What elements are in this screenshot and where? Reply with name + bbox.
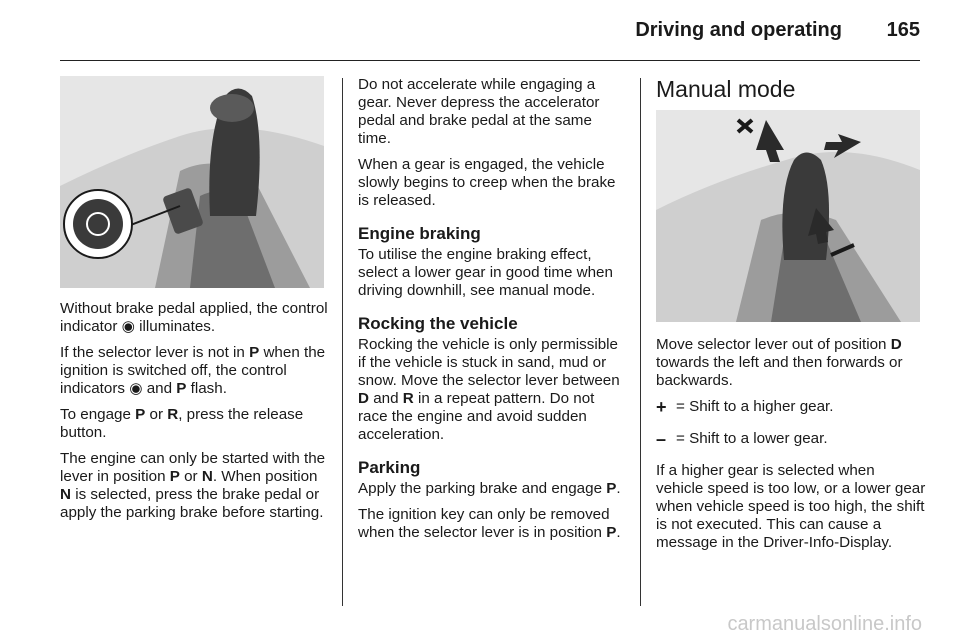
selector-lever-figure bbox=[60, 76, 324, 288]
legend-minus: – = Shift to a lower gear. bbox=[656, 429, 828, 449]
plus-icon: + bbox=[656, 397, 667, 417]
page-header bbox=[0, 0, 960, 62]
paragraph: The engine can only be started with the lever in position P or N. When position N is selected, press the brake pedal or apply the parking brake before starting. bbox=[60, 450, 326, 521]
paragraph: When a gear is engaged, the vehicle slowly begins to creep when the brake is released. bbox=[358, 156, 616, 209]
paragraph: If the selector lever is not in P when the ignition is switched off, the control indicators ◉ and P flash. bbox=[60, 344, 326, 397]
manual-mode-figure bbox=[656, 110, 920, 322]
section-title: Driving and operating bbox=[635, 19, 842, 41]
paragraph: Rocking the vehicle is only permissible if the vehicle is stuck in sand, mud or snow. Move the selector lever between D and R in a repeat pattern. Do not race the engine and avoid sudden acceleration. bbox=[358, 336, 620, 443]
page-number: 165 bbox=[886, 19, 920, 41]
paragraph: The ignition key can only be removed when the selector lever is in position P. bbox=[358, 506, 621, 541]
minus-icon: – bbox=[656, 429, 667, 449]
heading-parking: Parking bbox=[358, 458, 421, 477]
column-left bbox=[60, 300, 328, 530]
heading-rocking: Rocking the vehicle bbox=[358, 314, 518, 333]
brake-indicator-icon: ◉ bbox=[121, 318, 135, 335]
paragraph: Do not accelerate while engaging a gear. Never depress the accelerator pedal and brake pedal at the same time. bbox=[358, 76, 600, 147]
legend-plus: + = Shift to a higher gear. bbox=[656, 397, 834, 417]
header-rule bbox=[60, 60, 920, 61]
heading-engine-braking: Engine braking bbox=[358, 224, 481, 243]
column-right bbox=[656, 336, 926, 560]
watermark: carmanualsonline.info bbox=[727, 613, 922, 635]
brake-indicator-icon: ◉ bbox=[129, 380, 143, 397]
column-divider bbox=[342, 78, 343, 606]
heading-manual-mode: Manual mode bbox=[656, 76, 796, 102]
paragraph: Apply the parking brake and engage P. bbox=[358, 480, 621, 497]
paragraph: To utilise the engine braking effect, select a lower gear in good time when driving downhill, see manual mode. bbox=[358, 246, 613, 299]
paragraph: To engage P or R, press the release button. bbox=[60, 406, 304, 441]
paragraph: If a higher gear is selected when vehicle speed is too low, or a lower gear when vehicle speed is too high, the shift is not executed. This can cause a message in the Driver-Info-Display. bbox=[656, 462, 926, 551]
column-divider bbox=[640, 78, 641, 606]
paragraph: Without brake pedal applied, the control indicator ◉ illuminates. bbox=[60, 300, 328, 335]
column-middle bbox=[358, 76, 626, 550]
paragraph: Move selector lever out of position D towards the left and then forwards or backwards. bbox=[656, 336, 903, 389]
